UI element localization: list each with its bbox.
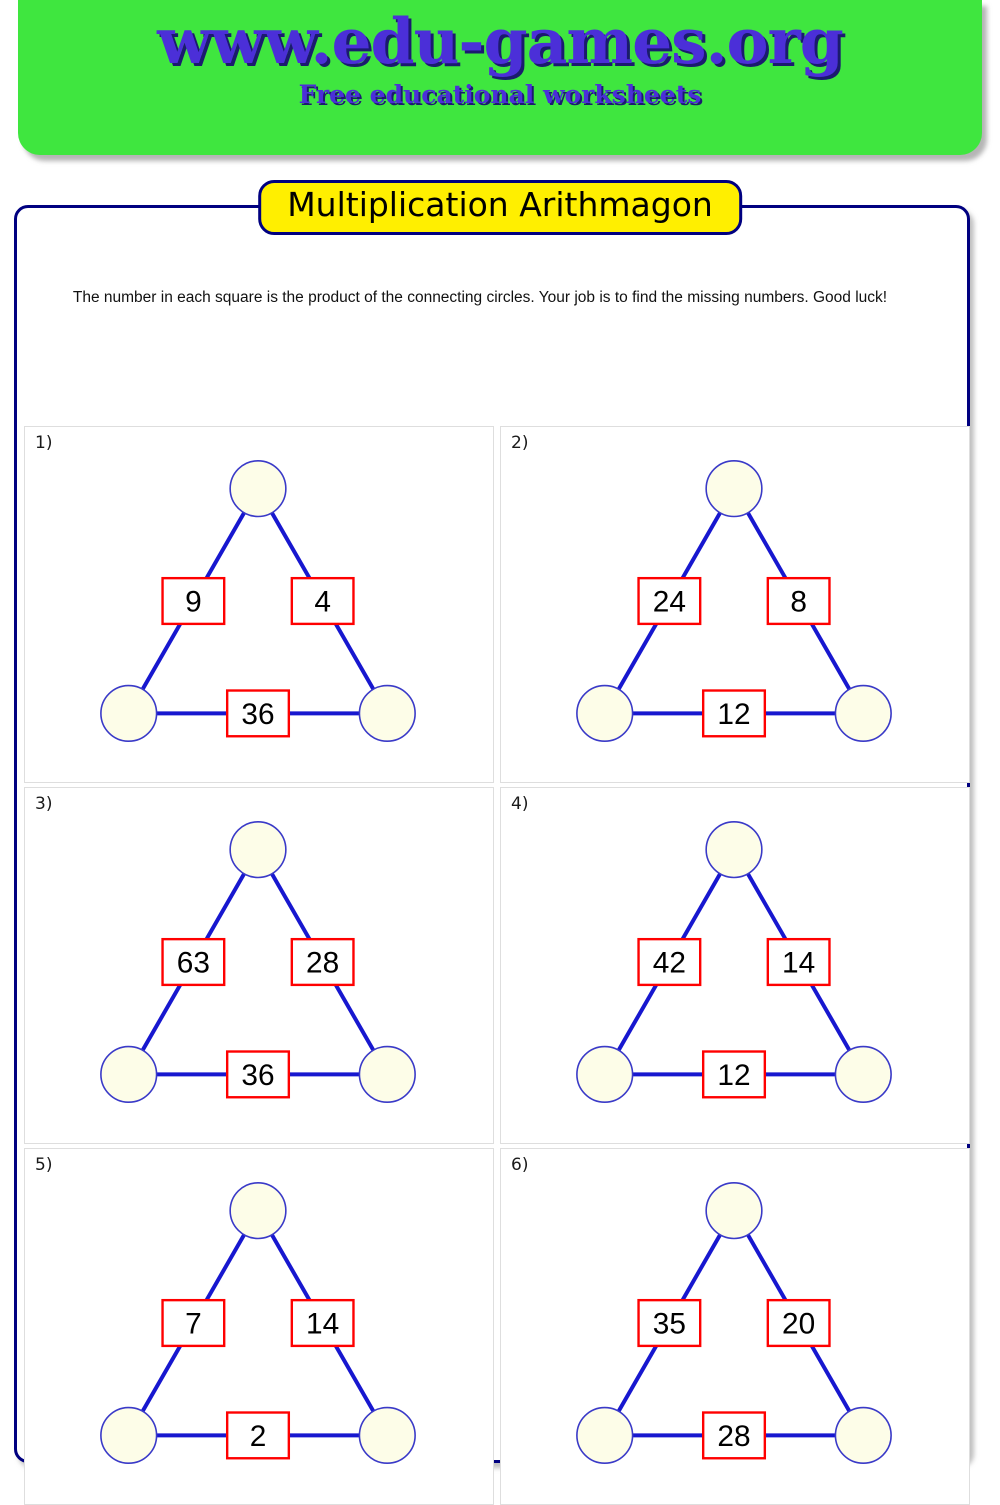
product-box-right bbox=[292, 939, 354, 985]
product-value: 42 bbox=[652, 946, 686, 980]
answer-bottom-right-circle[interactable] bbox=[359, 1047, 415, 1103]
product-box-bottom bbox=[227, 691, 289, 737]
puzzle-number-label: 5) bbox=[35, 1155, 53, 1175]
product-box-left bbox=[163, 939, 225, 985]
answer-bottom-right-circle[interactable] bbox=[835, 1408, 891, 1464]
answer-bottom-right-circle[interactable] bbox=[359, 1408, 415, 1464]
product-value: 8 bbox=[790, 585, 807, 619]
product-value: 14 bbox=[782, 946, 816, 980]
answer-bottom-right-circle[interactable] bbox=[835, 1047, 891, 1103]
product-box-left bbox=[163, 1300, 225, 1346]
worksheet-title-badge bbox=[258, 180, 742, 235]
site-banner bbox=[18, 0, 982, 155]
puzzle-grid bbox=[24, 426, 962, 1505]
puzzle-number-label: 1) bbox=[35, 433, 53, 453]
product-box-right bbox=[768, 939, 830, 985]
product-value: 35 bbox=[652, 1307, 686, 1341]
answer-top-circle[interactable] bbox=[706, 822, 762, 878]
puzzle-cell bbox=[500, 787, 970, 1144]
answer-bottom-left-circle[interactable] bbox=[101, 686, 157, 742]
page-title: Multiplication Arithmagon bbox=[287, 185, 713, 224]
product-box-left bbox=[639, 1300, 701, 1346]
product-value: 20 bbox=[782, 1307, 816, 1341]
product-value: 28 bbox=[717, 1419, 751, 1453]
product-box-right bbox=[768, 1300, 830, 1346]
product-box-bottom bbox=[703, 1413, 765, 1459]
product-value: 4 bbox=[314, 585, 331, 619]
answer-bottom-left-circle[interactable] bbox=[577, 1047, 633, 1103]
puzzle-cell bbox=[24, 426, 494, 783]
answer-top-circle[interactable] bbox=[706, 1183, 762, 1239]
answer-bottom-right-circle[interactable] bbox=[835, 686, 891, 742]
answer-top-circle[interactable] bbox=[230, 461, 286, 517]
answer-bottom-left-circle[interactable] bbox=[577, 1408, 633, 1464]
product-value: 28 bbox=[306, 946, 340, 980]
product-box-bottom bbox=[227, 1413, 289, 1459]
product-box-left bbox=[639, 939, 701, 985]
product-value: 9 bbox=[185, 585, 202, 619]
product-box-left bbox=[639, 578, 701, 624]
product-value: 24 bbox=[652, 585, 686, 619]
product-box-bottom bbox=[227, 1052, 289, 1098]
puzzle-cell bbox=[500, 1148, 970, 1505]
site-logo-text: www.edu-games.org bbox=[157, 4, 843, 78]
puzzle-number-label: 4) bbox=[511, 794, 529, 814]
product-value: 36 bbox=[241, 1058, 275, 1092]
product-box-right bbox=[292, 578, 354, 624]
product-value: 12 bbox=[717, 1058, 751, 1092]
puzzle-number-label: 3) bbox=[35, 794, 53, 814]
answer-top-circle[interactable] bbox=[230, 1183, 286, 1239]
site-subtitle-text: Free educational worksheets bbox=[298, 80, 702, 110]
instructions-text: The number in each square is the product of the connecting circles. Your job is to find the missing numbers. Good luck! bbox=[72, 289, 888, 306]
product-box-right bbox=[292, 1300, 354, 1346]
product-value: 12 bbox=[717, 697, 751, 731]
product-box-bottom bbox=[703, 1052, 765, 1098]
answer-bottom-right-circle[interactable] bbox=[359, 686, 415, 742]
product-box-right bbox=[768, 578, 830, 624]
product-value: 36 bbox=[241, 697, 275, 731]
puzzle-number-label: 6) bbox=[511, 1155, 529, 1175]
puzzle-cell bbox=[24, 1148, 494, 1505]
answer-top-circle[interactable] bbox=[706, 461, 762, 517]
product-value: 2 bbox=[249, 1419, 267, 1453]
answer-bottom-left-circle[interactable] bbox=[577, 686, 633, 742]
product-box-bottom bbox=[703, 691, 765, 737]
puzzle-cell bbox=[500, 426, 970, 783]
product-value: 63 bbox=[176, 946, 210, 980]
answer-bottom-left-circle[interactable] bbox=[101, 1047, 157, 1103]
product-box-left bbox=[163, 578, 225, 624]
answer-bottom-left-circle[interactable] bbox=[101, 1408, 157, 1464]
puzzle-cell bbox=[24, 787, 494, 1144]
answer-top-circle[interactable] bbox=[230, 822, 286, 878]
puzzle-number-label: 2) bbox=[511, 433, 529, 453]
product-value: 14 bbox=[306, 1307, 340, 1341]
product-value: 7 bbox=[185, 1307, 202, 1341]
